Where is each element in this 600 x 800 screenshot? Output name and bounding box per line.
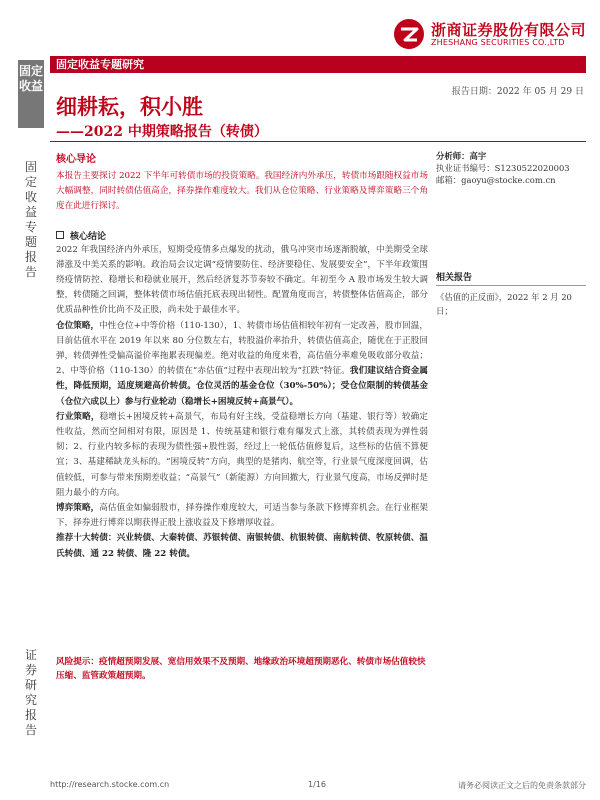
zheshang-logo-icon [393,18,425,50]
analyst-info [436,150,586,186]
report-date: 报告日期：2022 年 05 月 29 日 [451,87,584,97]
industry-text: 稳增长+困境反转+高景气，布局有好主线，受益稳增长方向（基建、银行等）较确定性收益，然而空间相对有限，原因是 1、传统基建和银行难有爆发式上涨，其转债表现为弹性弱韧；2、行业内较多标的表现为债性强+股性弱，经过上一轮低估值修复后，这些标的估值不算便宜；3、基建稀缺龙头标的。“困境反转”方向，典型的是猪肉、航空等，行业景气度深度回调，估值较低，可参与带来预期差收益；“高景气”（新能源）方向回撤大，行业景气度高，市场反弹时是阻力最小的方向。 [56,411,428,498]
footer-disclaimer: 请务必阅读正文之后的免责条款部分 [458,781,586,790]
page-footer [50,780,586,794]
position-label: 仓位策略， [56,320,100,331]
paragraph-industry [56,410,428,501]
title-divider [50,141,586,142]
analyst-name: 分析师：高宇 [436,151,487,161]
industry-label: 行业策略， [56,411,100,422]
related-report-link[interactable]: 《估值的正反面》，2022 年 2 月 20 日； [436,292,572,316]
report-title: 细耕耘，积小胜 [56,95,203,119]
side-label: 固定收益 [18,64,43,93]
company-name-en: ZHESHANG SECURITIES CO.,LTD [431,38,565,47]
conclusion-heading-row [56,229,428,242]
risk-warning: 风险提示：疫情超预期发展、宽信用效果不及预期、地缘政治环境超预期恶化、转债市场估值较快压缩、监管政策超预期。 [56,657,426,681]
guide-text: 本报告主要探讨 2022 下半年可转债市场的投资策略。我国经济内外承压，转债市场跟随权益市场大幅调整，同时转债估值高企，择券操作难度较大。我们从仓位策略、行业策略及博弈策略三个角度在此进行探讨。 [56,171,428,212]
margin-label-bottom: 证券研究报告 [24,648,37,737]
company-logo [393,18,593,52]
paragraph-position [56,319,428,410]
game-text: 高估值金如偏弱股市，择券操作难度较大，可适当参与条款下修博弈机会。在行业框架下，择券进行博弈以期获得正股上涨收益及下修增厚收益。 [56,503,428,529]
certificate-number: 执业证书编号：S1230522020003 [436,163,570,173]
footer-url[interactable]: http://research.stocke.com.cn [50,780,170,789]
report-subtitle: ——2022 中期策略报告（转债） [56,124,268,140]
main-content [56,150,428,562]
report-type: 固定收益专题研究 [56,58,144,71]
position-bold: 我们建议结合资金属性，降低预期，适度规避高价转债。仓位灵活的基金仓位（30%-50%）；受仓位限制的转债基金（仓位六成以上）参与行业轮动（稳增长+困境反转+高景气）。 [56,366,428,407]
related-reports-heading: 相关报告 [436,270,586,286]
paragraph-game [56,501,428,531]
bullet-square-icon [56,231,64,239]
analyst-email: 邮箱：gaoyu@stocke.com.cn [436,175,556,185]
game-label: 博弈策略， [56,503,100,514]
company-name-cn: 浙商证券股份有限公司 [431,21,587,39]
guide-heading: 核心导论 [56,154,96,165]
margin-label-top: 固定收益专题报告 [24,160,37,279]
position-text: 中性仓位+中等价格（110-130），1、转债市场估值相较年初有一定改善，股市回温，目前估值水平在 2019 年以来 80 分位数左右，转股溢价率抬升，转债估值高企，随优在于正股回弹，转债弹性受偏高溢价率拖累表现偏差。绝对收益的角度来看，高估值分率难免吸收部分收益；2、中等价格（110-130）的转债在“赤估值”过程中表现出较为“扛跌”特征。 [56,320,428,377]
page-number: 1/16 [308,780,326,789]
conclusion-heading: 核心结论 [70,231,107,242]
paragraph-macro: 2022 年我国经济内外承压，短期受疫情多点爆发的扰动，俄乌冲突市场逐渐脱敏，中美期受全球滞涨及中美关系的影响。政治局会议定调“疫情要防住、经济要稳住、发展要安全”，下半年政策围绕疫情防控、稳增长和稳就业展开，然后经济复苏节奏较不确定。年初至今 A 股市场发生较大调整，转债随之回调，整体转债市场估值托底表现出韧性。配置角度而言，转债整体估值高企，部分优质品种性价比尚不及正股，尚未处于最佳水平。 [56,244,428,316]
paragraph-recommend: 推荐十大转债：兴业转债、大秦转债、苏银转债、南银转债、杭银转债、南航转债、牧原转债、温氏转债、通 22 转债、隆 22 转债。 [56,533,428,559]
